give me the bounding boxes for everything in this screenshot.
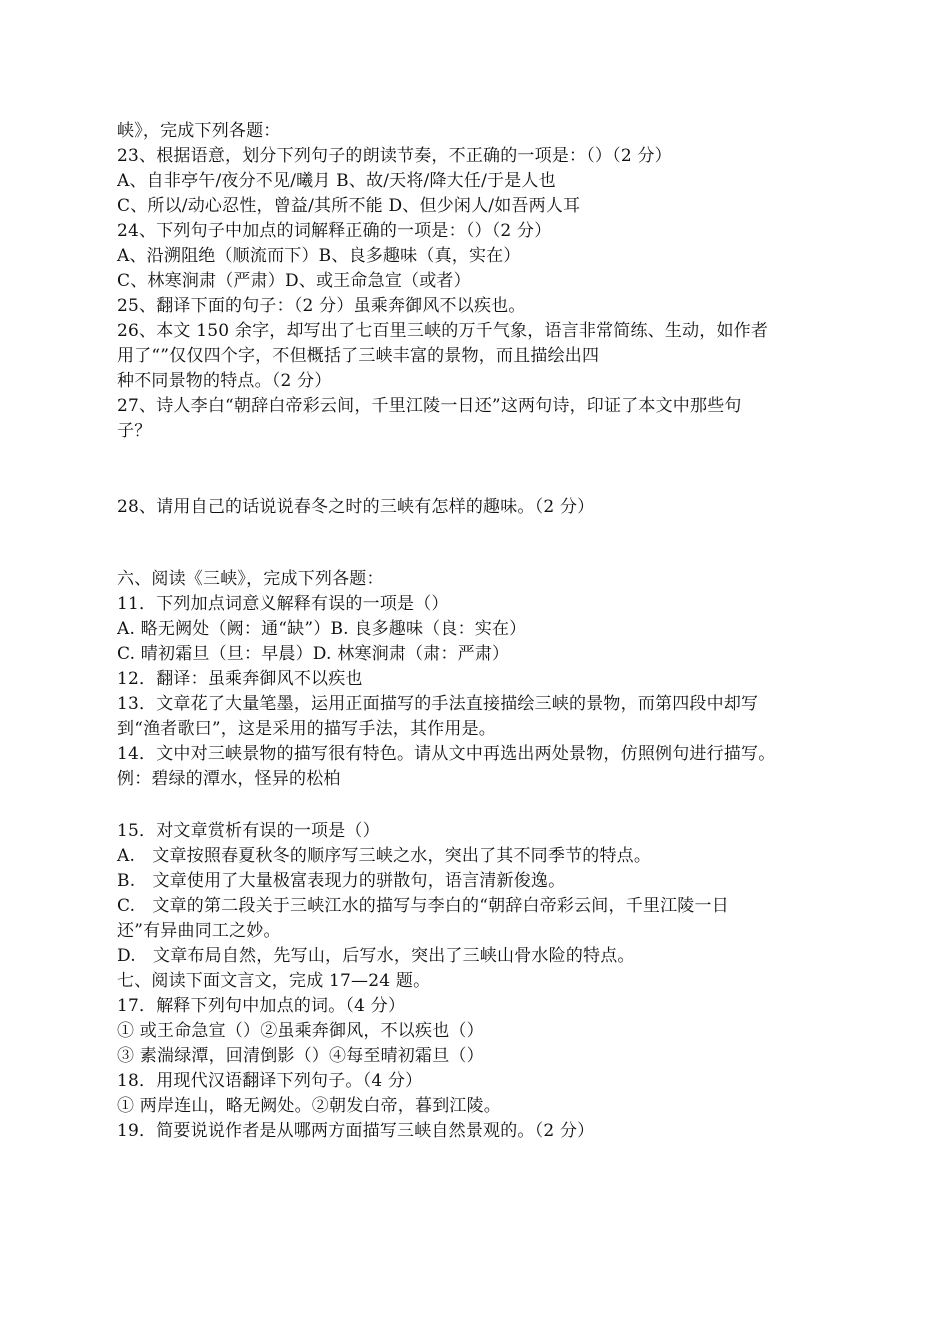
- question-12: 12．翻译：虽乘奔御风不以疾也: [117, 669, 363, 689]
- option-line: A、沿溯阻绝（顺流而下）B、良多趣味（真，实在）: [117, 246, 521, 266]
- option-line: C、所以/动心忍性，曾益/其所不能 D、但少闲人/如吾两人耳: [117, 196, 581, 216]
- text-line: ① 两岸连山，略无阙处。②朝发白帝，暮到江陵。: [117, 1096, 502, 1116]
- question-27: 27、诗人李白“朝辞白帝彩云间，千里江陵一日还”这两句诗，印证了本文中那些句: [117, 396, 742, 416]
- question-13: 13．文章花了大量笔墨，运用正面描写的手法直接描绘三峡的景物，而第四段中却写: [117, 694, 759, 714]
- option-line: C、林寒涧肃（严肃）D、或王命急宣（或者）: [117, 271, 471, 291]
- question-23: 23、根据语意，划分下列句子的朗读节奏，不正确的一项是：（）（2 分）: [117, 146, 672, 166]
- option-line: D. 文章布局自然，先写山，后写水，突出了三峡山骨水险的特点。: [117, 946, 635, 966]
- text-line: 例：碧绿的潭水，怪异的松柏: [117, 769, 341, 789]
- option-line: C. 文章的第二段关于三峡江水的描写与李白的“朝辞白帝彩云间，千里江陵一日: [117, 896, 729, 916]
- question-14: 14．文中对三峡景物的描写很有特色。请从文中再选出两处景物，仿照例句进行描写。: [117, 744, 776, 764]
- text-line: 子？: [117, 421, 152, 441]
- question-24: 24、下列句子中加点的词解释正确的一项是：（）（2 分）: [117, 221, 552, 241]
- text-line: 峡》，完成下列各题：: [117, 121, 281, 141]
- text-line: 到“渔者歌曰”，这是采用的描写手法，其作用是。: [117, 719, 496, 739]
- option-line: C. 晴初霜旦（旦：早晨）D. 林寒涧肃（肃：严肃）: [117, 644, 510, 664]
- question-11: 11．下列加点词意义解释有误的一项是（）: [117, 594, 449, 614]
- section-heading: 七、阅读下面文言文，完成 17—24 题。: [117, 971, 431, 991]
- question-17: 17．解释下列句中加点的词。（4 分）: [117, 996, 406, 1016]
- section-heading: 六、阅读《三峡》，完成下列各题：: [117, 569, 384, 589]
- question-15: 15．对文章赏析有误的一项是（）: [117, 821, 380, 841]
- text-line: 还”有异曲同工之妙。: [117, 921, 281, 941]
- text-line: ① 或王命急宣（）②虽乘奔御风，不以疾也（）: [117, 1021, 484, 1041]
- question-28: 28、请用自己的话说说春冬之时的三峡有怎样的趣味。（2 分）: [117, 497, 595, 517]
- text-line: 种不同景物的特点。（2 分）: [117, 371, 332, 391]
- option-line: B. 文章使用了大量极富表现力的骈散句，语言清新俊逸。: [117, 871, 566, 891]
- question-19: 19．简要说说作者是从哪两方面描写三峡自然景观的。（2 分）: [117, 1121, 595, 1141]
- question-25: 25、翻译下面的句子：（2 分）虽乘奔御风不以疾也。: [117, 296, 526, 316]
- text-line: ③ 素湍绿潭，回清倒影（）④每至晴初霜旦（）: [117, 1046, 484, 1066]
- option-line: A. 文章按照春夏秋冬的顺序写三峡之水，突出了其不同季节的特点。: [117, 846, 652, 866]
- option-line: A、自非亭午/夜分不见/曦月 B、故/天将/降大任/于是人也: [117, 171, 556, 191]
- question-26: 26、本文 150 余字，却写出了七百里三峡的万千气象，语言非常简练、生动，如作者: [117, 321, 769, 341]
- option-line: A. 略无阙处（阙：通“缺”）B. 良多趣味（良：实在）: [117, 619, 527, 639]
- text-line: 用了“”仅仅四个字，不但概括了三峡丰富的景物，而且描绘出四: [117, 346, 600, 366]
- question-18: 18．用现代汉语翻译下列句子。（4 分）: [117, 1071, 423, 1091]
